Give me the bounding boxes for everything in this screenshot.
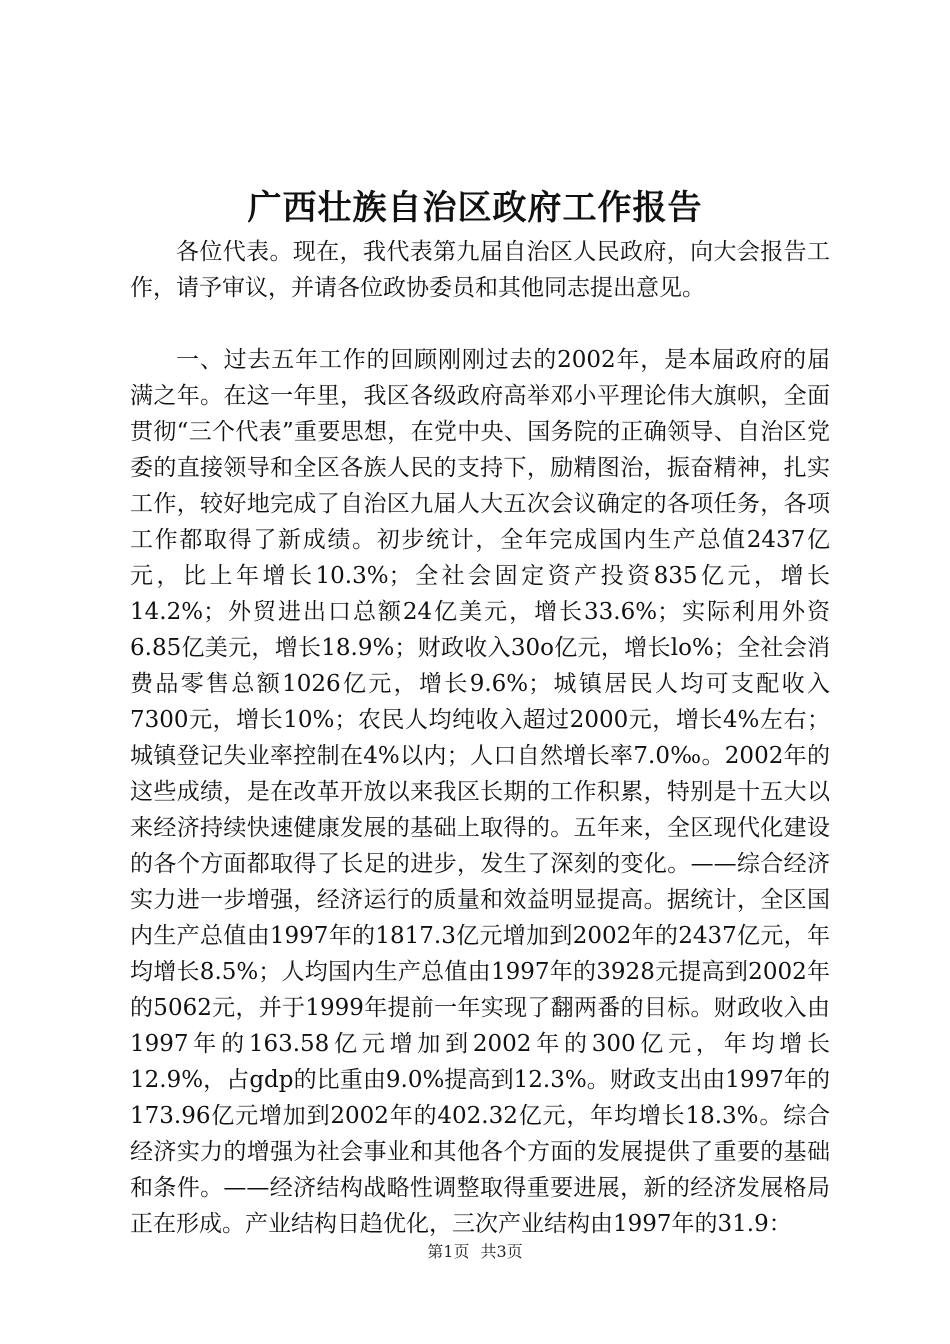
paragraph-opening: 各位代表。现在，我代表第九届自治区人民政府，向大会报告工作，请予审议，并请各位政协委员和其他同志提出意见。: [130, 239, 830, 301]
page-total: 共3页: [480, 1242, 523, 1261]
document-title: 广西壮族自治区政府工作报告: [247, 188, 703, 228]
page-footer: [0, 1240, 950, 1264]
page-number: 第1页: [427, 1242, 470, 1261]
paragraph-review: 一、过去五年工作的回顾刚刚过去的2002年，是本届政府的届满之年。在这一年里，我区各级政府高举邓小平理论伟大旗帜，全面贯彻“三个代表”重要思想，在党中央、国务院的正确领导、自治区党委的直接领导和全区各族人民的支持下，励精图治，振奋精神，扎实工作，较好地完成了自治区九届人大五次会议确定的各项任务，各项工作都取得了新成绩。初步统计，全年完成国内生产总值2437亿元，比上年增长10.3%；全社会固定资产投资835亿元，增长14.2%；外贸进出口总额24亿美元，增长33.6%；实际利用外资6.85亿美元，增长18.9%；财政收入30o亿元，增长lo%；全社会消费品零售总额1026亿元，增长9.6%；城镇居民人均可支配收入7300元，增长10%；农民人均纯收入超过2000元，增长4%左右；城镇登记失业率控制在4%以内；人口自然增长率7.0‰。2002年的这些成绩，是在改革开放以来我区长期的工作积累，特别是十五大以来经济持续快速健康发展的基础上取得的。五年来，全区现代化建设的各个方面都取得了长足的进步，发生了深刻的变化。——综合经济实力进一步增强，经济运行的质量和效益明显提高。据统计，全区国内生产总值由1997年的1817.3亿元增加到2002年的2437亿元，年均增长8.5%；人均国内生产总值由1997年的3928元提高到2002年的5062元，并于1999年提前一年实现了翻两番的目标。财政收入由1997年的163.58亿元增加到2002年的300亿元，年均增长12.9%，占gdp的比重由9.0%提高到12.3%。财政支出由1997年的173.96亿元增加到2002年的402.32亿元，年均增长18.3%。综合经济实力的增强为社会事业和其他各个方面的发展提供了重要的基础和条件。——经济结构战略性调整取得重要进展，新的经济发展格局正在形成。产业结构日趋优化，三次产业结构由1997年的31.9：: [130, 347, 830, 1237]
